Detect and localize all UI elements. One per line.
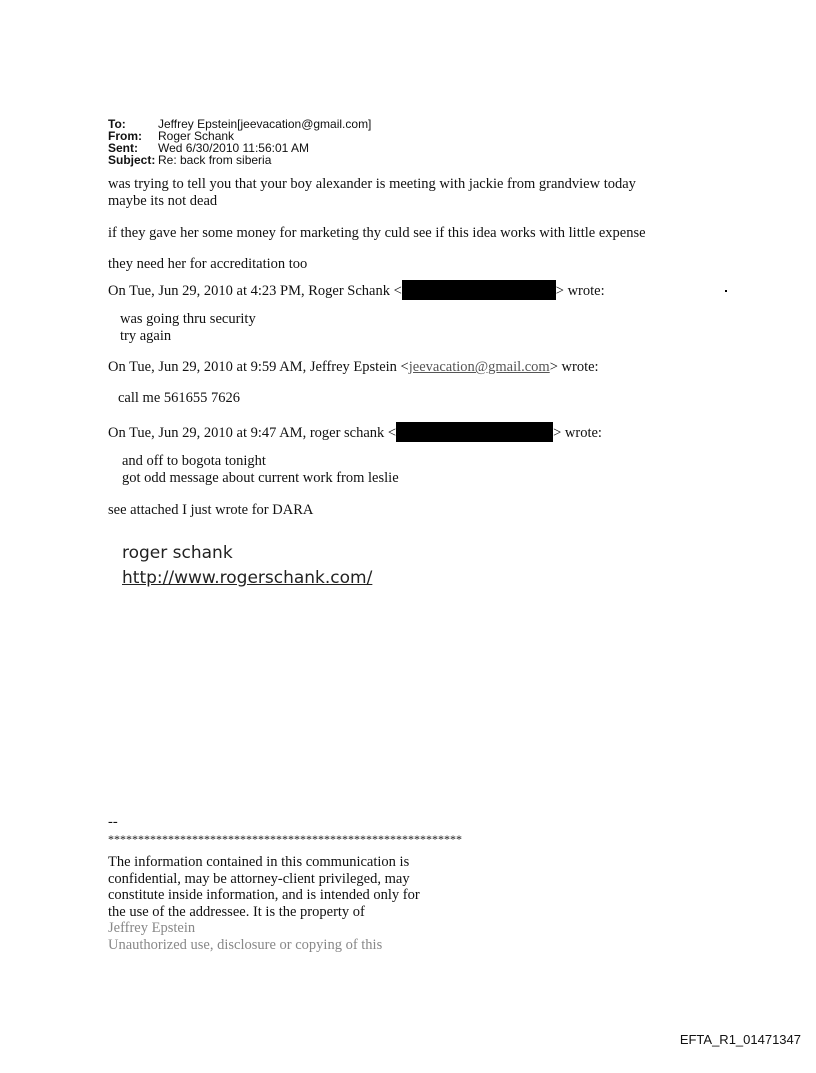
quote-line: and off to bogota tonight (122, 453, 266, 469)
quote-line: call me 561655 7626 (118, 390, 241, 406)
body-line: see attached I just wrote for DARA (108, 502, 314, 518)
redaction-box (402, 280, 556, 300)
separator-stars: *********************************************************** (108, 832, 462, 846)
redaction-box (396, 422, 553, 442)
body-line: was trying to tell you that your boy alexander is meeting with jackie from grandview today (108, 176, 636, 192)
disclaimer: The information contained in this communication is confidential, may be attorney-client privileged, may constitute inside information, and is intended only for the use of the addressee. It is the property of Jeffrey Epstein Unauthorized use, disclosure or copying of this (108, 854, 420, 953)
separator-dashes: -- (108, 814, 118, 830)
body-line: if they gave her some money for marketing thy culd see if this idea works with little expense (108, 225, 646, 241)
body-line: they need her for accreditation too (108, 256, 308, 272)
body-line: maybe its not dead (108, 193, 218, 209)
header-from: From: Roger Schank (108, 129, 235, 143)
quote-line: try again (120, 328, 172, 344)
quote-line: got odd message about current work from leslie (122, 470, 399, 486)
signature-name: roger schank (122, 543, 233, 563)
quote-attribution: On Tue, Jun 29, 2010 at 9:59 AM, Jeffrey Epstein <jeevacation@gmail.com> wrote: (108, 359, 599, 375)
email-link[interactable]: jeevacation@gmail.com (408, 359, 550, 375)
signature-url[interactable]: http://www.rogerschank.com/ (122, 568, 373, 588)
quote-line: was going thru security (120, 311, 256, 327)
header-subject: Subject: Re: back from siberia (108, 153, 272, 167)
document-id: EFTA_R1_01471347 (679, 1032, 801, 1047)
quote-attribution: On Tue, Jun 29, 2010 at 9:47 AM, roger schank < > wrote: (108, 422, 602, 442)
quote-attribution: On Tue, Jun 29, 2010 at 4:23 PM, Roger Schank < > wrote: (108, 280, 605, 300)
stray-dot (725, 290, 727, 292)
header-sent: Sent: Wed 6/30/2010 11:56:01 AM (108, 141, 310, 155)
header-to: To: Jeffrey Epstein[jeevacation@gmail.com] (108, 117, 372, 131)
